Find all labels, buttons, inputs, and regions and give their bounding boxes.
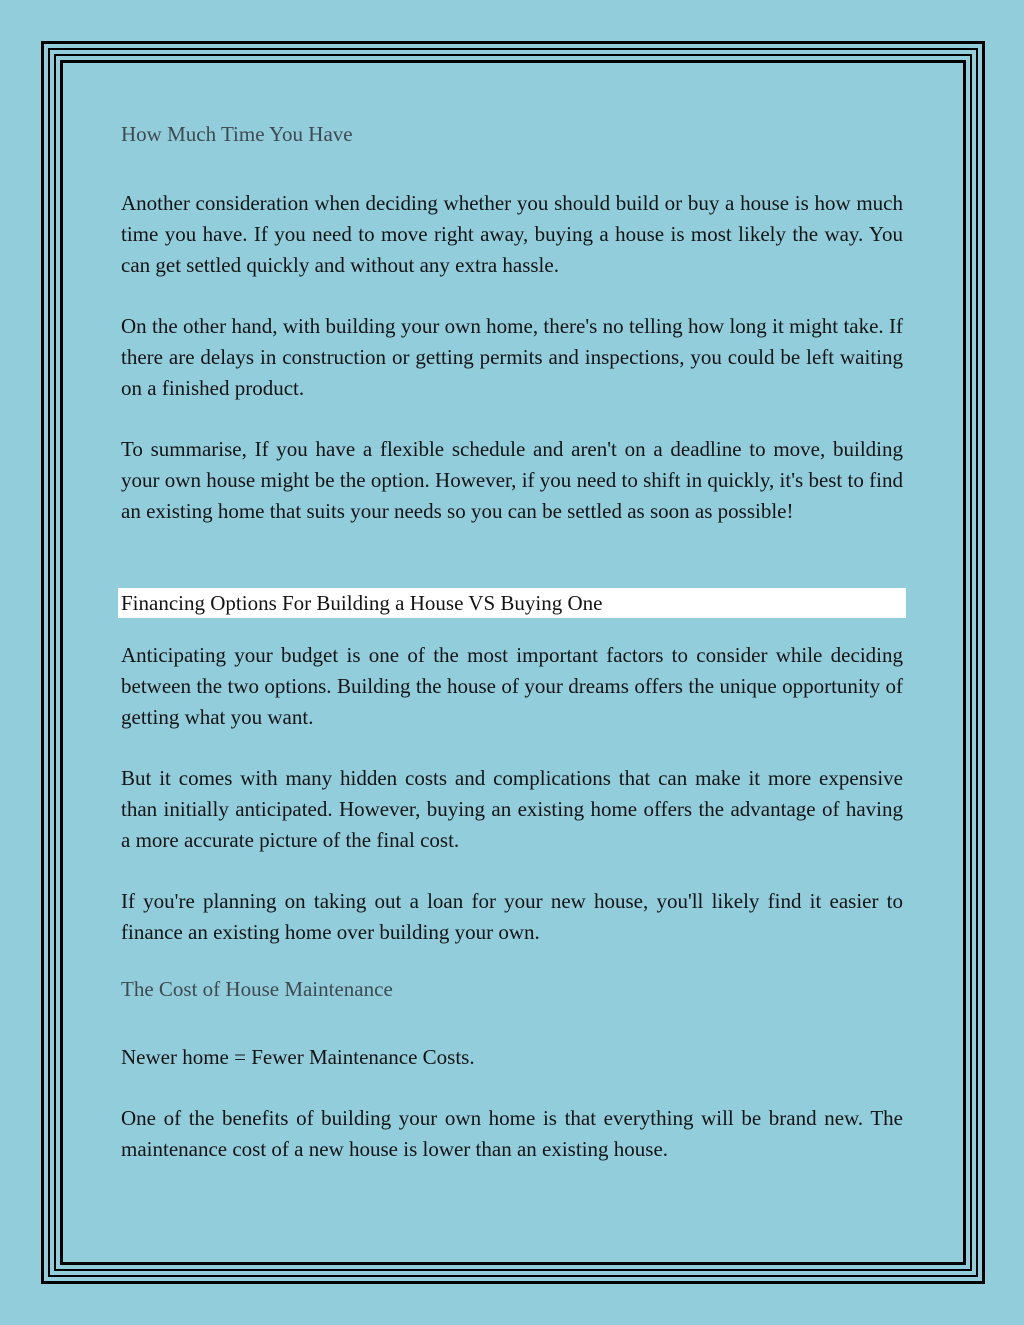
subheading-text: Newer home = Fewer Maintenance Costs — [121, 1045, 470, 1069]
section-heading-time: How Much Time You Have — [121, 122, 353, 146]
paragraph: But it comes with many hidden costs and complications that can make it more expensive than initially anticipated. However, buying an existing home offers the advantage of having a more accurate picture of the final cost. — [121, 766, 903, 852]
document-body — [121, 119, 903, 1165]
heading-spacer — [121, 527, 903, 640]
paragraph: Another consideration when deciding whether you should build or buy a house is how much time you have. If you need to move right away, buying a house is most likely the way. You can get settled quickly and without any extra hassle. — [121, 191, 903, 277]
paragraph: One of the benefits of building your own home is that everything will be brand new. The maintenance cost of a new house is lower than an existing house. — [121, 1106, 903, 1161]
paragraph: If you're planning on taking out a loan for your new house, you'll likely find it easier to finance an existing home over building your own. — [121, 889, 903, 944]
paragraph: Anticipating your budget is one of the most important factors to consider while deciding between the two options. Building the house of your dreams offers the unique opportunity of getting what you want. — [121, 643, 903, 729]
subheading-period: . — [469, 1045, 475, 1069]
section-heading-maintenance: The Cost of House Maintenance — [121, 977, 393, 1001]
paragraph: To summarise, If you have a flexible schedule and aren't on a deadline to move, building your own house might be the option. However, if you need to shift in quickly, it's best to find an existing home that suits your needs so you can be settled as soon as possible! — [121, 437, 903, 523]
section-heading-financing: Financing Options For Building a House VS Buying One — [121, 591, 603, 615]
paragraph: On the other hand, with building your own home, there's no telling how long it might take. If there are delays in construction or getting permits and inspections, you could be left waiting on a finished product. — [121, 314, 903, 400]
subheading — [121, 1042, 903, 1072]
